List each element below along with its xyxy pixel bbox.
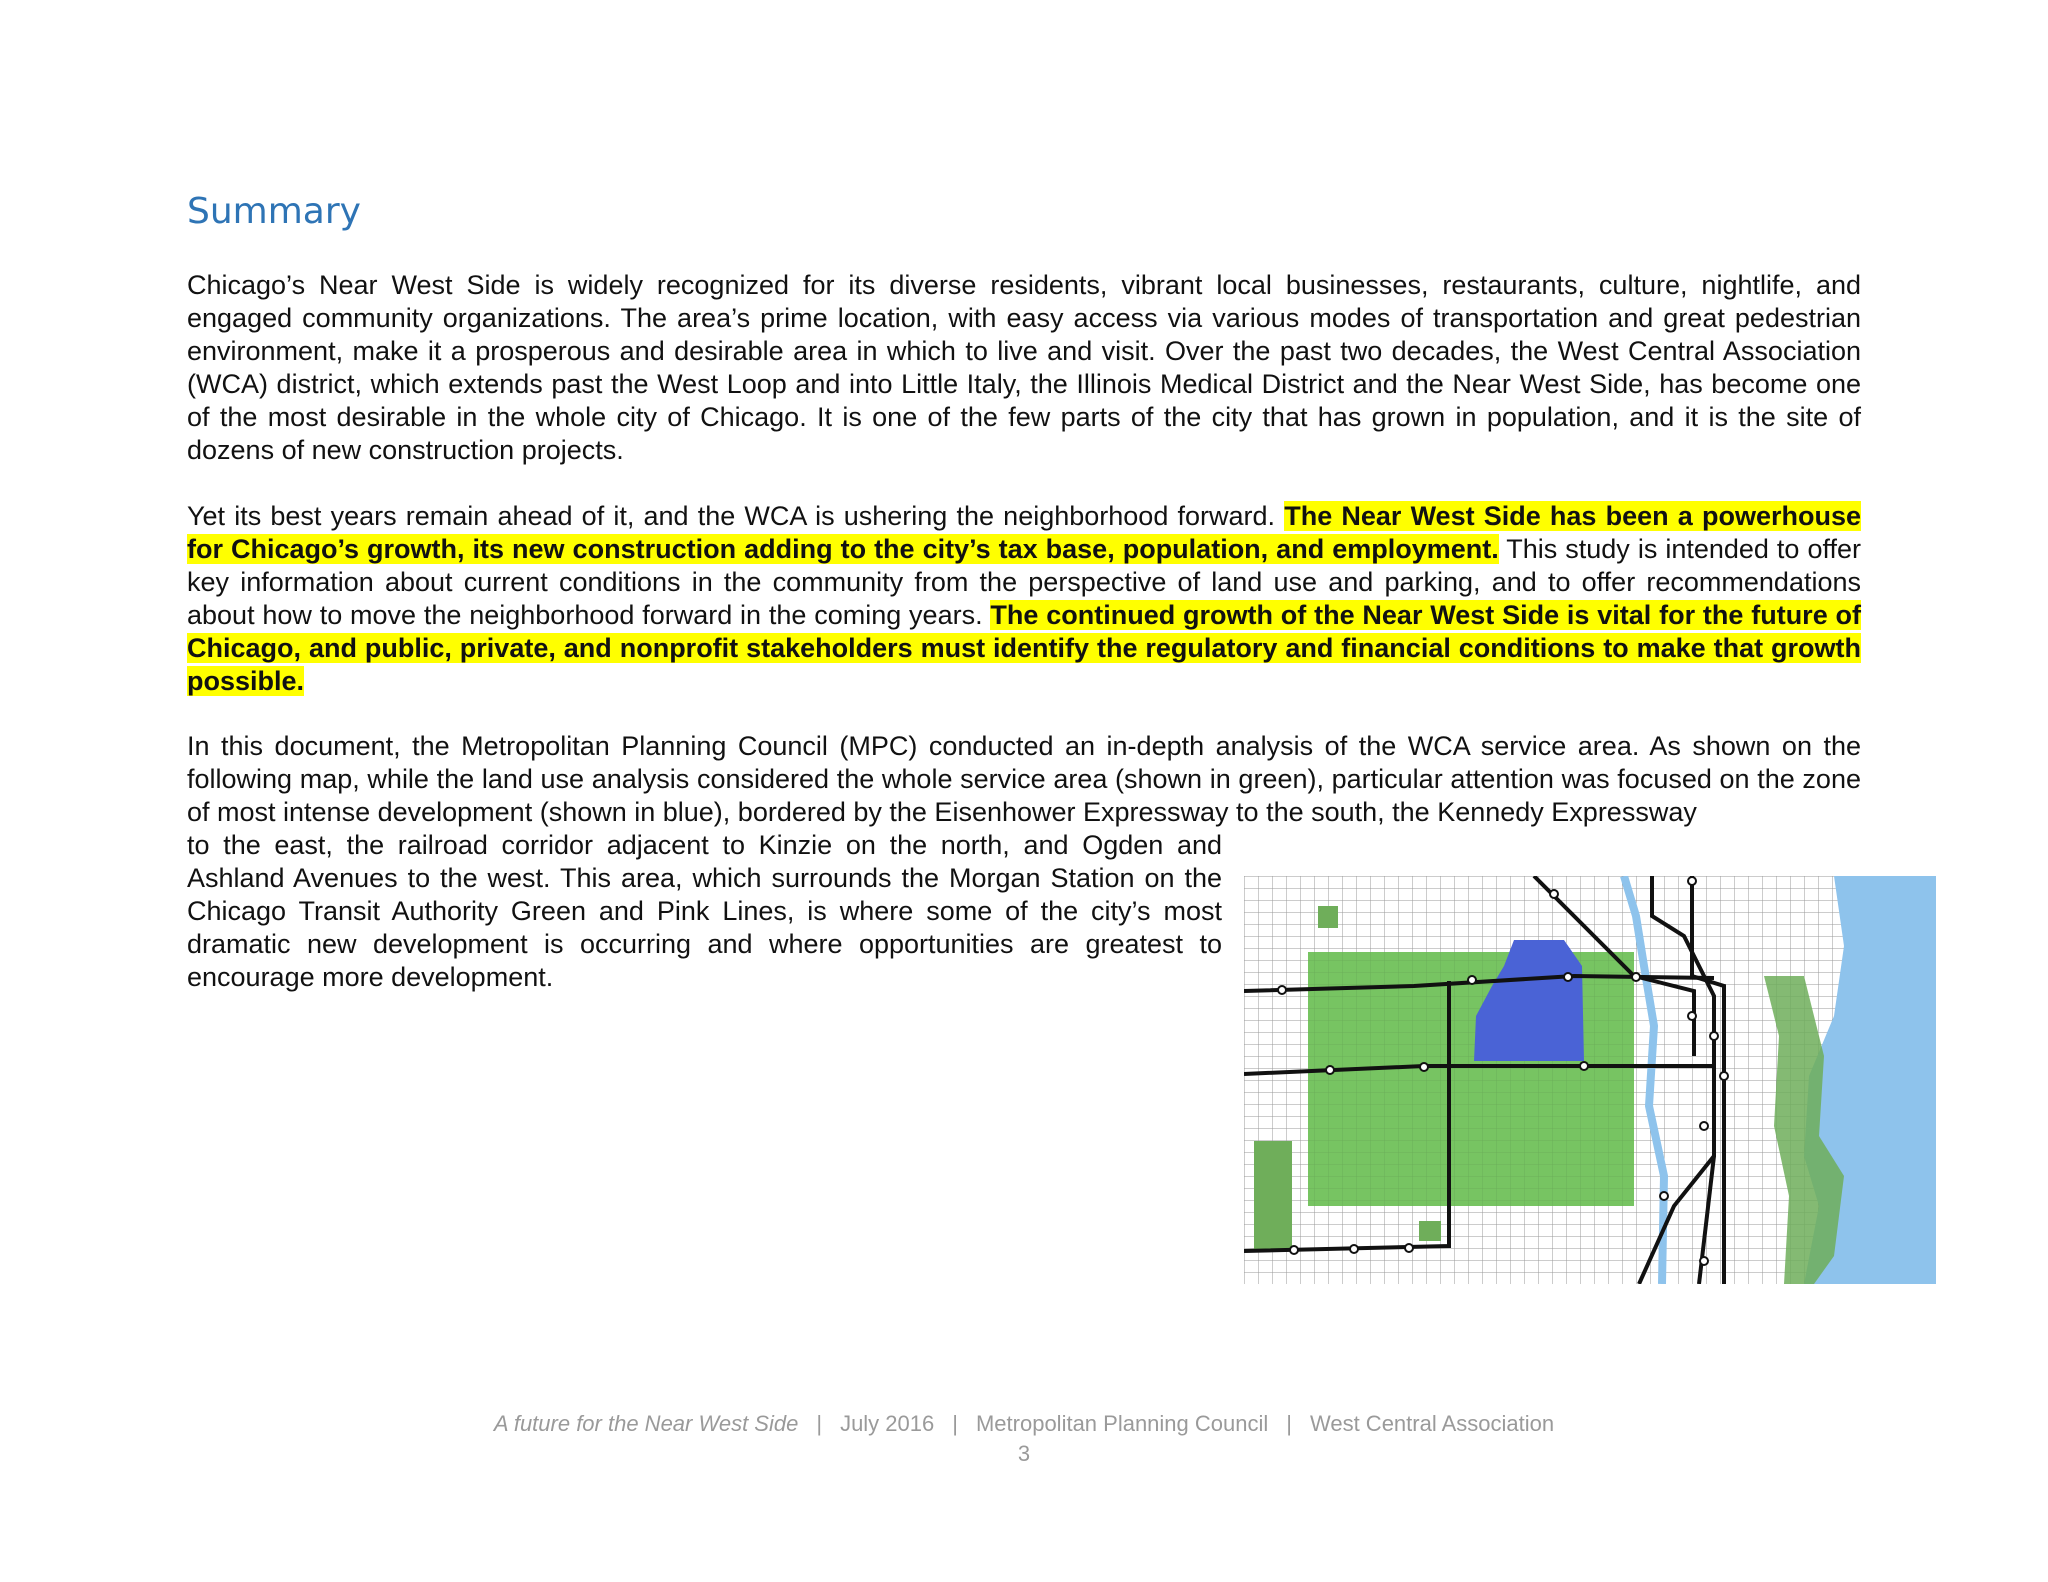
paragraph-outlook-text-2: This study is intended to offer key information about current conditions in the community from the perspective of land use and parking, and to offer recommendations about how to move the neighborhood forward in the coming years. [187,534,1861,630]
footer-separator: | [816,1411,823,1436]
park-west [1254,1141,1292,1251]
paragraph-intro: Chicago’s Near West Side is widely recognized for its diverse residents, vibrant local businesses, restaurants, culture, nightlife, and engaged community organizations. The area’s prime location, with easy access via various modes of transportation and great pedestrian environment, make it a prosperous and desirable area in which to live and visit. Over the past two decades, the West Central Association (WCA) district, which extends past the West Loop and into Little Italy, the Illinois Medical District and the Near West Side, has become one of the most desirable in the whole city of Chicago. It is one of the few parts of the city that has grown in population, and it is the site of dozens of new construction projects. [187,270,1861,465]
service-area-grid [1308,952,1634,1206]
footer-separator: | [1286,1411,1292,1436]
park-north [1318,906,1338,928]
highlight-continued-growth: The continued growth of the Near West Side is vital for the future of Chicago, and public, private, and nonprofit stakeholders must identify the regulatory and financial conditions to make that growth possible. [187,600,1862,696]
footer-date: July 2016 [840,1411,935,1436]
highlight-powerhouse: The Near West Side has been a powerhouse for Chicago’s growth, its new construction adding to the city’s tax base, population, and employment. [187,501,1861,564]
page-footer [0,1410,2048,1438]
park-south [1419,1221,1441,1241]
footer-separator: | [952,1411,958,1436]
paragraph-analysis: In this document, the Metropolitan Planning Council (MPC) conducted an in-depth analysis of the WCA service area. As shown on the following map, while the land use analysis considered the whole service area (shown in green), particular attention was focused on the zone of most intense development (shown in blue), bordered by the Eisenhower Expressway to the south, the Kennedy Expressway [187,731,1861,827]
footer-document-title: A future for the Near West Side [493,1411,799,1436]
paragraph-outlook [187,500,1861,698]
paragraph-analysis-continued: to the east, the railroad corridor adjacent to Kinzie on the north, and Ogden and Ashland Avenues to the west. This area, which surrounds the Morgan Station on the Chicago Transit Authority Green and Pink Lines, is where some of the city’s most dramatic new development is occurring and where opportunities are greatest to encourage more development. [187,830,1222,992]
page-number: 3 [1017,1441,1031,1466]
footer-org-mpc: Metropolitan Planning Council [975,1411,1269,1436]
footer-org-wca: West Central Association [1309,1411,1555,1436]
section-heading: Summary [187,191,361,232]
paragraph-outlook-text-1: Yet its best years remain ahead of it, and the WCA is ushering the neighborhood forward. [187,501,1285,531]
service-area-map [1244,876,1936,1284]
